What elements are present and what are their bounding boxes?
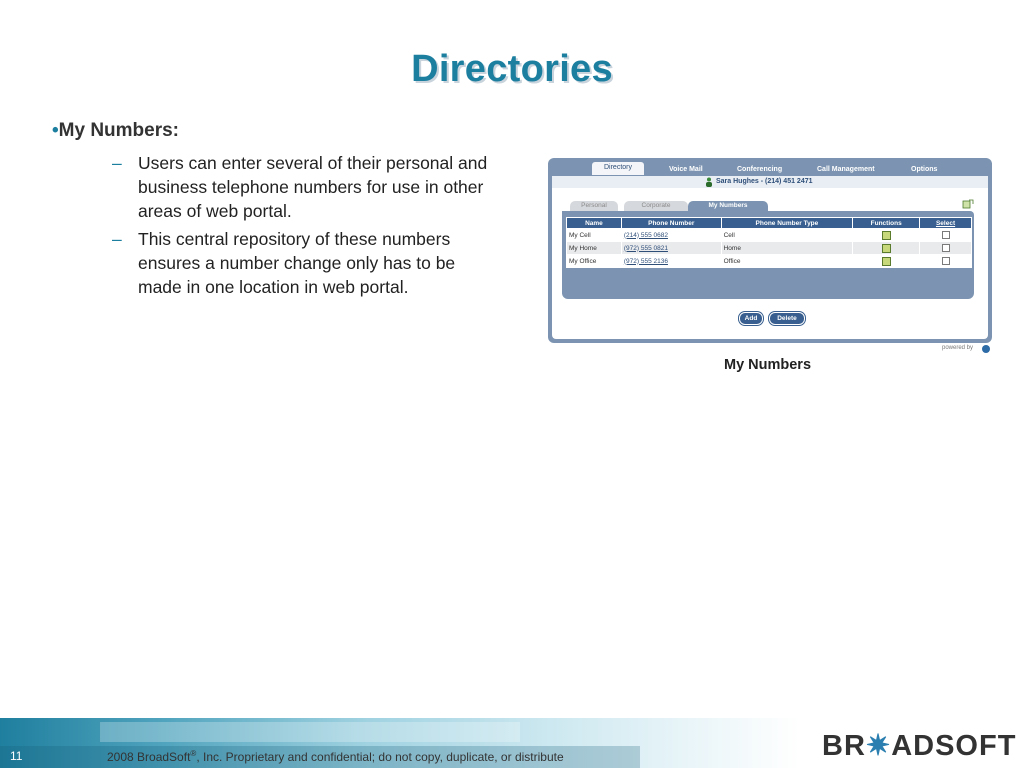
- footer-stripe: [100, 722, 520, 742]
- legal-notice: [107, 749, 564, 764]
- user-icon: [705, 177, 713, 187]
- add-button[interactable]: Add: [739, 312, 763, 325]
- cell-phone-link[interactable]: (972) 555 2136: [621, 255, 721, 268]
- bullet-my-numbers: [52, 120, 179, 142]
- legal-text-rest: , Inc. Proprietary and confidential; do not copy, duplicate, or distribute: [196, 750, 564, 764]
- dash-marker: –: [112, 153, 122, 173]
- bullet-text: My Numbers:: [58, 120, 180, 141]
- broadsoft-logo: [822, 728, 1016, 763]
- numbers-panel: [562, 211, 974, 299]
- sub-bullet-1: [112, 151, 497, 223]
- user-name: Sara Hughes - (214) 451 2471: [716, 178, 813, 185]
- nav-voice-mail[interactable]: Voice Mail: [669, 166, 703, 173]
- logo-text-right: ADSOFT: [891, 730, 1017, 762]
- cell-type: Office: [721, 255, 853, 268]
- numbers-table: [566, 217, 972, 268]
- export-icon[interactable]: [962, 199, 974, 209]
- cell-name: My Office: [567, 255, 622, 268]
- cell-functions: [853, 242, 920, 255]
- cell-name: My Home: [567, 242, 622, 255]
- function-icon[interactable]: [882, 257, 891, 266]
- screenshot-caption: My Numbers: [723, 357, 812, 373]
- portal-content: [552, 188, 988, 339]
- col-header-select[interactable]: Select: [920, 218, 972, 229]
- cell-functions: [853, 229, 920, 242]
- col-header-functions: Functions: [853, 218, 920, 229]
- table-header-row: [567, 218, 972, 229]
- sub-bullet-text: This central repository of these numbers ensures a number change only has to be made in one location in web portal.: [138, 229, 456, 297]
- page-number: 11: [10, 749, 23, 763]
- nav-options[interactable]: Options: [911, 166, 938, 173]
- sub-bullet-list: [112, 151, 497, 303]
- delete-button[interactable]: Delete: [769, 312, 805, 325]
- registered-mark: ®: [190, 749, 197, 758]
- user-bar: [552, 176, 988, 188]
- cell-functions: [853, 255, 920, 268]
- sub-bullet-text: Users can enter several of their personal and business telephone numbers for use in other areas of web portal.: [138, 153, 488, 221]
- logo-text-left: BR: [822, 730, 866, 762]
- nav-tab-directory[interactable]: Directory: [592, 162, 644, 175]
- slide-title: Directories: [411, 48, 613, 90]
- broadsoft-mini-logo-icon: [982, 345, 990, 353]
- sub-bullet-2: [112, 227, 497, 299]
- function-icon[interactable]: [882, 244, 891, 253]
- select-checkbox[interactable]: [942, 244, 950, 252]
- portal-top-nav: [552, 164, 988, 176]
- col-header-phone-type[interactable]: Phone Number Type: [721, 218, 853, 229]
- logo-star-icon: ✷: [865, 730, 892, 762]
- cell-select: [920, 229, 972, 242]
- legal-text: 2008 BroadSoft: [107, 750, 191, 764]
- col-header-name[interactable]: Name: [567, 218, 622, 229]
- cell-select: [920, 255, 972, 268]
- col-header-phone-number[interactable]: Phone Number: [621, 218, 721, 229]
- select-checkbox[interactable]: [942, 257, 950, 265]
- cell-name: My Cell: [567, 229, 622, 242]
- tab-my-numbers[interactable]: My Numbers: [688, 201, 768, 211]
- cell-phone-link[interactable]: (214) 555 0682: [621, 229, 721, 242]
- tab-corporate[interactable]: Corporate: [624, 201, 688, 211]
- nav-call-management[interactable]: Call Management: [817, 166, 875, 173]
- dash-marker: –: [112, 229, 122, 249]
- cell-type: Home: [721, 242, 853, 255]
- cell-phone-link[interactable]: (972) 555 0821: [621, 242, 721, 255]
- table-row: [567, 242, 972, 255]
- table-row: [567, 229, 972, 242]
- bullet-dot: •: [52, 120, 59, 141]
- table-row: [567, 255, 972, 268]
- sub-tabs: [562, 201, 974, 211]
- portal-screenshot: [548, 158, 992, 343]
- select-checkbox[interactable]: [942, 231, 950, 239]
- cell-select: [920, 242, 972, 255]
- tab-personal[interactable]: Personal: [570, 201, 618, 211]
- powered-by-text: powered by: [942, 345, 974, 351]
- nav-conferencing[interactable]: Conferencing: [737, 166, 783, 173]
- cell-type: Cell: [721, 229, 853, 242]
- function-icon[interactable]: [882, 231, 891, 240]
